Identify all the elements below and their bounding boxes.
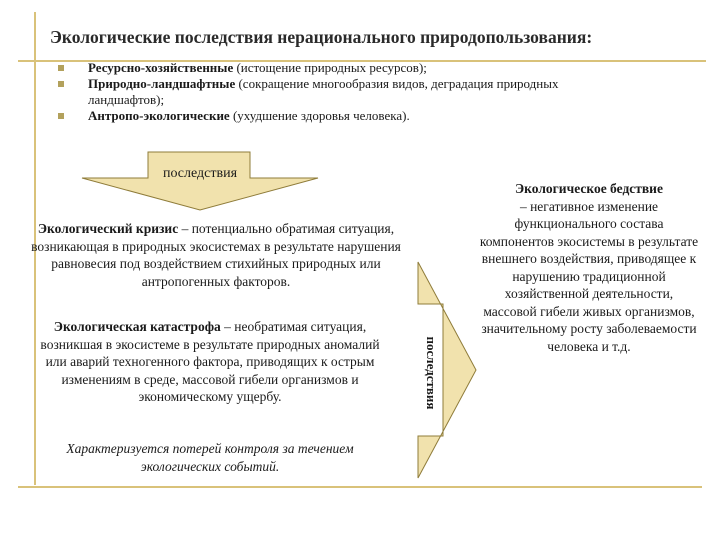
down-arrow-label: последствия (162, 166, 238, 181)
catastrophe-term: Экологическая катастрофа (53, 319, 221, 334)
bullet-term: Природно-ландшафтные (88, 76, 236, 91)
bullet-desc: (истощение природных ресурсов); (233, 60, 427, 75)
slide-title: Экологические последствия нерационального природопользования: (50, 27, 593, 47)
catastrophe-definition (30, 318, 390, 406)
disaster-term: Экологическое бедствие (515, 181, 663, 196)
catastrophe-desc: – необратимая ситуация, возникшая в экосистеме в результате природных аномалий или аварий техногенного фактора, приводящих к острым изменениям в среде, массовой гибели организмов и экономическому ущербу. (40, 319, 380, 404)
bullet-term: Ресурсно-хозяйственные (88, 60, 234, 75)
crisis-definition (26, 220, 406, 290)
bullet-desc: (ухудшение здоровья человека). (229, 108, 410, 123)
bullet-desc: (сокращение многообразия видов, деградация природных ландшафтов); (88, 76, 559, 107)
right-arrow-label-box (425, 325, 437, 420)
right-arrow-label: последствия (424, 336, 439, 409)
disaster-definition (478, 180, 700, 355)
bullet-term: Антропо-экологические (88, 108, 230, 123)
crisis-term: Экологический кризис (37, 221, 179, 236)
disaster-desc: – негативное изменение функционального состава компонентов экосистемы в результате внешнего воздействия, приводящее к нарушению традиционной хозяйственной деятельности, массовой гибели живых организмов, значительному росту заболеваемости человека и т.д. (479, 198, 699, 354)
catastrophe-note: Характеризуется потерей контроля за течением экологических событий. (66, 441, 354, 474)
crisis-desc: – потенциально обратимая ситуация, возникающая в природных экосистемах в результате нарушения равновесия под воздействием стихийных природных или антропогенных факторов. (31, 221, 401, 289)
